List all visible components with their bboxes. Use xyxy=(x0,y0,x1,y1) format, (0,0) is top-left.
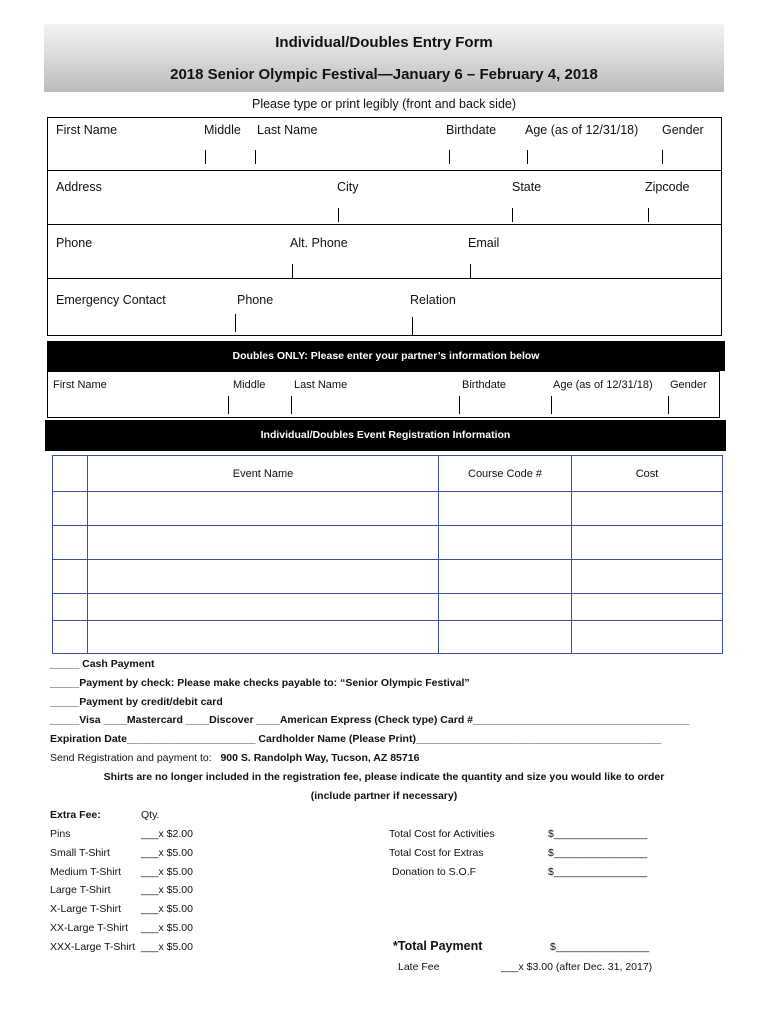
field-separator xyxy=(662,150,663,164)
alt-phone-label: Alt. Phone xyxy=(290,236,348,250)
age-label: Age (as of 12/31/18) xyxy=(525,123,639,137)
table-cell[interactable] xyxy=(53,560,88,594)
table-cell[interactable] xyxy=(88,560,439,594)
extra-item-qty[interactable]: ___x $5.00 xyxy=(141,941,193,953)
table-row xyxy=(53,621,723,654)
field-separator xyxy=(235,314,236,332)
table-cell[interactable] xyxy=(572,594,723,621)
table-header-row xyxy=(53,456,723,492)
events-section-bar: Individual/Doubles Event Registration Information xyxy=(45,420,726,451)
table-cell[interactable] xyxy=(53,492,88,526)
extra-item-label: XXX-Large T-Shirt xyxy=(50,941,136,953)
field-separator xyxy=(512,208,513,222)
extra-item-label: Large T-Shirt xyxy=(50,884,111,896)
send-to-label: Send Registration and payment to: xyxy=(50,752,212,764)
total-activities-label: Total Cost for Activities xyxy=(389,828,495,840)
extra-item-label: Small T-Shirt xyxy=(50,847,110,859)
table-cell[interactable] xyxy=(439,594,572,621)
extra-item-label: Pins xyxy=(50,828,71,840)
partner-info-box xyxy=(47,371,720,418)
instruction-text: Please type or print legibly (front and back side) xyxy=(251,97,517,111)
form-subtitle: 2018 Senior Olympic Festival—January 6 – February 4, 2018 xyxy=(170,66,598,83)
total-payment-label: *Total Payment xyxy=(393,939,483,953)
extra-item-label: Medium T-Shirt xyxy=(50,866,121,878)
table-cell[interactable] xyxy=(88,621,439,654)
late-fee-value[interactable]: ___x $3.00 (after Dec. 31, 2017) xyxy=(501,961,653,973)
field-separator xyxy=(668,396,669,414)
extra-item-qty[interactable]: ___x $5.00 xyxy=(141,922,193,934)
table-cell[interactable] xyxy=(439,526,572,560)
table-cell[interactable] xyxy=(53,594,88,621)
table-cell[interactable] xyxy=(572,560,723,594)
table-cell[interactable] xyxy=(572,492,723,526)
extra-item-qty[interactable]: ___x $5.00 xyxy=(141,903,193,915)
row-divider xyxy=(48,170,721,171)
table-cell[interactable] xyxy=(88,492,439,526)
row-divider xyxy=(48,278,721,279)
shirts-notice-partner: (include partner if necessary) xyxy=(310,790,458,802)
zipcode-label: Zipcode xyxy=(645,180,690,194)
extra-item-qty[interactable]: ___x $5.00 xyxy=(141,884,193,896)
table-cell[interactable] xyxy=(88,526,439,560)
card-payment-option: _____Payment by credit/debit card xyxy=(50,696,223,708)
table-cell[interactable] xyxy=(439,560,572,594)
last-name-label: Last Name xyxy=(257,123,318,137)
table-cell[interactable] xyxy=(439,621,572,654)
table-cell[interactable] xyxy=(439,492,572,526)
expiration-line: Expiration Date______________________ Cardholder Name (Please Print)__________________________________________ xyxy=(50,733,662,745)
send-to-line xyxy=(50,752,419,764)
total-activities-value[interactable]: $________________ xyxy=(548,828,648,840)
cash-payment-option: _____ Cash Payment xyxy=(50,658,155,670)
table-row xyxy=(53,492,723,526)
field-separator xyxy=(648,208,649,222)
emergency-phone-label: Phone xyxy=(237,293,274,307)
check-payment-option: _____Payment by check: Please make checks payable to: “Senior Olympic Festival” xyxy=(50,677,470,689)
state-label: State xyxy=(512,180,542,194)
relation-label: Relation xyxy=(410,293,456,307)
extra-item-qty[interactable]: ___x $5.00 xyxy=(141,847,193,859)
send-to-address: 900 S. Randolph Way, Tucson, AZ 85716 xyxy=(220,752,420,764)
field-separator xyxy=(527,150,528,164)
events-table xyxy=(52,455,723,654)
table-cell[interactable] xyxy=(572,621,723,654)
doubles-section-bar: Doubles ONLY: Please enter your partner’s information below xyxy=(47,341,725,371)
partner-birthdate-label: Birthdate xyxy=(462,379,507,391)
partner-age-label: Age (as of 12/31/18) xyxy=(553,379,653,391)
table-row xyxy=(53,560,723,594)
partner-gender-label: Gender xyxy=(670,379,707,391)
qty-header: Qty. xyxy=(141,809,160,821)
email-label: Email xyxy=(468,236,500,250)
birthdate-label: Birthdate xyxy=(446,123,497,137)
partner-last-name-label: Last Name xyxy=(294,379,348,391)
extra-item-qty[interactable]: ___x $5.00 xyxy=(141,866,193,878)
column-header-index xyxy=(53,456,88,492)
first-name-label: First Name xyxy=(56,123,118,137)
form-title: Individual/Doubles Entry Form xyxy=(275,34,493,51)
field-separator xyxy=(551,396,552,414)
field-separator xyxy=(449,150,450,164)
phone-label: Phone xyxy=(56,236,93,250)
table-cell[interactable] xyxy=(53,621,88,654)
table-cell[interactable] xyxy=(88,594,439,621)
extra-fee-header: Extra Fee: xyxy=(50,809,101,821)
shirts-notice: Shirts are no longer included in the registration fee, please indicate the quantity and size you would like to order xyxy=(103,771,665,783)
partner-first-name-label: First Name xyxy=(53,379,107,391)
total-payment-value[interactable]: $________________ xyxy=(550,941,650,953)
field-separator xyxy=(412,317,413,335)
extra-item-label: X-Large T-Shirt xyxy=(50,903,122,915)
table-cell[interactable] xyxy=(572,526,723,560)
table-row xyxy=(53,594,723,621)
table-row xyxy=(53,526,723,560)
extra-item-label: XX-Large T-Shirt xyxy=(50,922,129,934)
total-extras-label: Total Cost for Extras xyxy=(389,847,484,859)
field-separator xyxy=(459,396,460,414)
city-label: City xyxy=(337,180,359,194)
donation-value[interactable]: $________________ xyxy=(548,866,648,878)
field-separator xyxy=(292,264,293,278)
form-header xyxy=(44,24,724,92)
field-separator xyxy=(255,150,256,164)
late-fee-label: Late Fee xyxy=(398,961,440,973)
row-divider xyxy=(48,224,721,225)
field-separator xyxy=(228,396,229,414)
middle-label: Middle xyxy=(204,123,241,137)
donation-label: Donation to S.O.F xyxy=(392,866,477,878)
column-header-event-name: Event Name xyxy=(88,456,439,492)
address-label: Address xyxy=(56,180,102,194)
partner-middle-label: Middle xyxy=(233,379,266,391)
field-separator xyxy=(470,264,471,278)
emergency-contact-label: Emergency Contact xyxy=(56,293,166,307)
personal-info-box xyxy=(47,117,722,336)
card-type-line: _____Visa ____Mastercard ____Discover ____American Express (Check type) Card #_____________________________________ xyxy=(50,714,690,726)
column-header-course-code: Course Code # xyxy=(439,456,572,492)
gender-label: Gender xyxy=(662,123,704,137)
field-separator xyxy=(205,150,206,164)
column-header-cost: Cost xyxy=(572,456,723,492)
total-extras-value[interactable]: $________________ xyxy=(548,847,648,859)
field-separator xyxy=(291,396,292,414)
field-separator xyxy=(338,208,339,222)
table-cell[interactable] xyxy=(53,526,88,560)
extra-item-qty[interactable]: ___x $2.00 xyxy=(141,828,193,840)
